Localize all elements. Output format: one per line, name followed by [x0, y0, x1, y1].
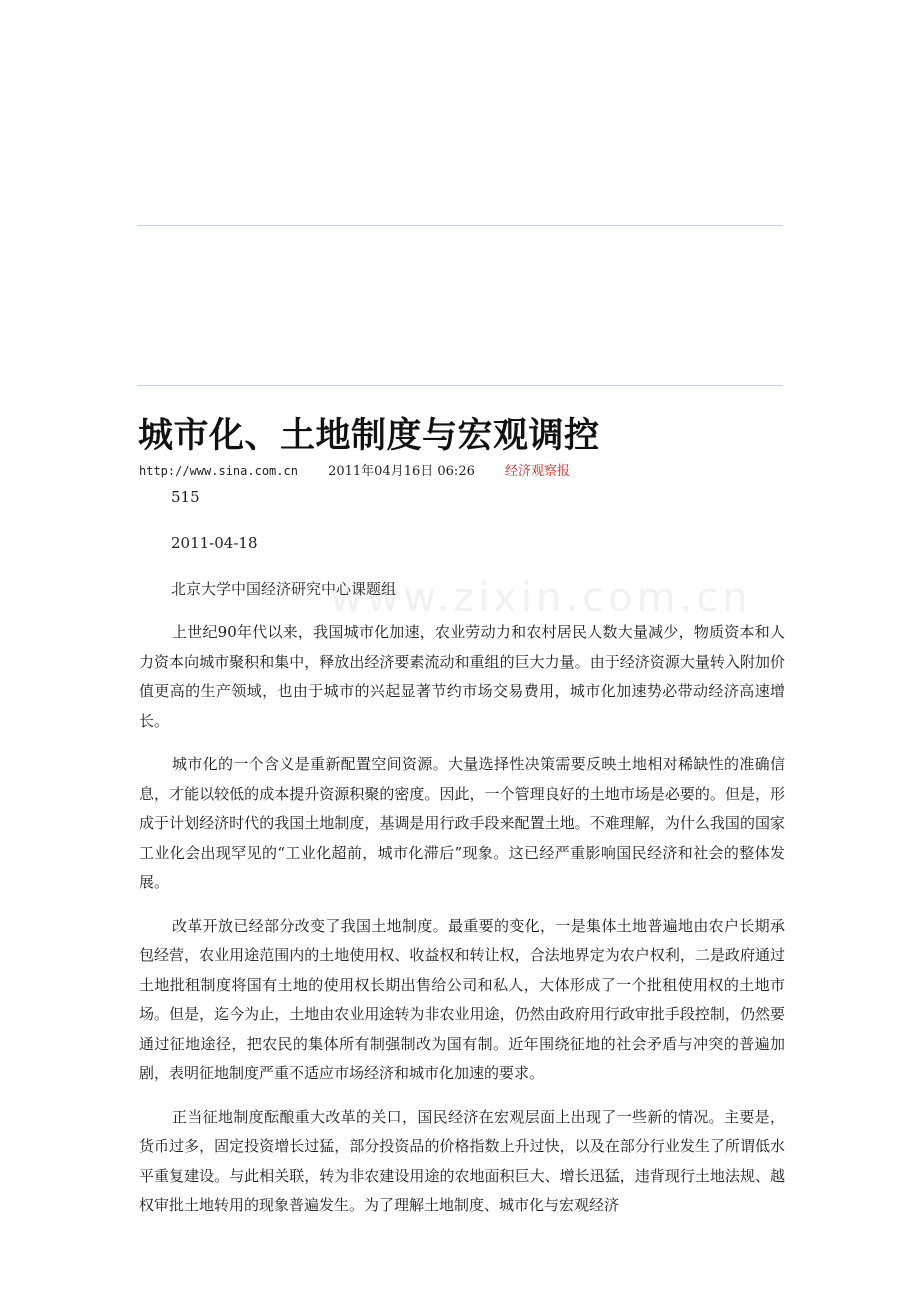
body-paragraph: 改革开放已经部分改变了我国土地制度。最重要的变化，一是集体土地普遍地由农户长期承包经营，农业用途范围内的土地使用权、收益权和转让权，合法地界定为农户权利，二是政府通过土地批租制度将国有土地的使用权长期出售给公司和私人，大体形成了一个批租使用权的土地市场。但是，迄今为止，土地由农业用途转为非农业用途，仍然由政府用行政审批手段控制，仍然要通过征地途径，把农民的集体所有制强制改为国有制。近年围绕征地的社会矛盾与冲突的普遍加剧，表明征地制度严重不适应市场经济和城市化加速的要求。 [139, 916, 785, 1082]
article-meta [139, 460, 570, 479]
top-divider [137, 225, 783, 226]
publish-datetime: 2011年04月16日 06:26 [328, 464, 475, 479]
body-paragraph: 城市化的一个含义是重新配置空间资源。大量选择性决策需要反映土地相对稀缺性的准确信息，才能以较低的成本提升资源积聚的密度。因此，一个管理良好的土地市场是必要的。但是，形成于计划经济时代的我国土地制度，基调是用行政手段来配置土地。不难理解，为什么我国的国家工业化会出现罕见的“工业化超前，城市化滞后”现象。这已经严重影响国民经济和社会的整体发展。 [139, 755, 785, 891]
header-divider [137, 385, 783, 386]
article-title: 城市化、土地制度与宏观调控 [138, 415, 600, 456]
article-date: 2011-04-18 [171, 534, 258, 552]
watermark: www.zixin.com.cn [330, 575, 752, 621]
article-number: 515 [171, 488, 200, 506]
source-name-link[interactable]: 经济观察报 [505, 464, 571, 479]
body-paragraph: 正当征地制度酝酿重大改革的关口，国民经济在宏观层面上出现了一些新的情况。主要是，货币过多，固定投资增长过猛，部分投资品的价格指数上升过快，以及在部分行业发生了所谓低水平重复建设。与此相关联，转为非农建设用途的农地面积巨大、增长迅猛，违背现行土地法规、越权审批土地转用的现象普遍发生。为了理解土地制度、城市化与宏观经济 [139, 1107, 785, 1214]
article-body [139, 618, 785, 1235]
article-author: 北京大学中国经济研究中心课题组 [171, 580, 397, 598]
body-paragraph: 上世纪90年代以来，我国城市化加速，农业劳动力和农村居民人数大量减少，物质资本和人力资本向城市聚积和集中，释放出经济要素流动和重组的巨大力量。由于经济资源大量转入附加价值更高的生产领域，也由于城市的兴起显著节约市场交易费用，城市化加速势必带动经济高速增长。 [139, 623, 785, 730]
source-url-link[interactable]: http://www.sina.com.cn [139, 464, 298, 478]
